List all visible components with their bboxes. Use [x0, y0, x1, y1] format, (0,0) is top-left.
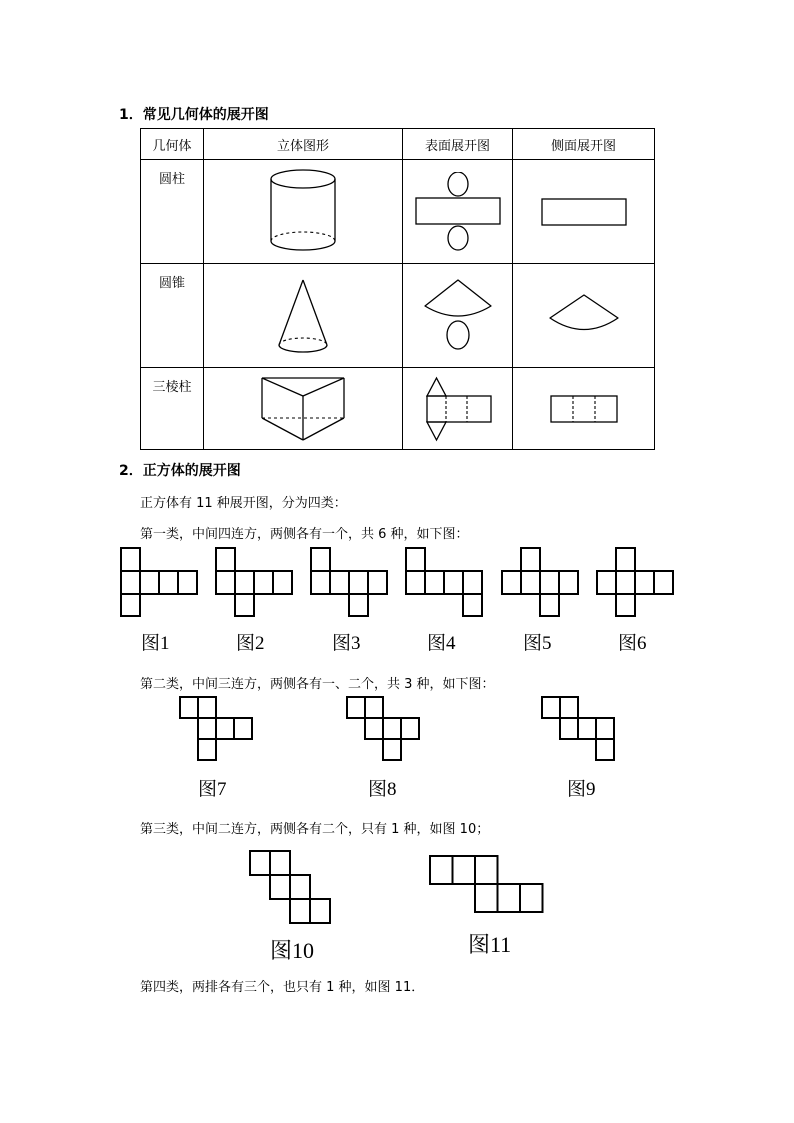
- cube-nets-intro: 正方体有 11 种展开图，分为四类：: [140, 496, 347, 511]
- figure-9-caption: 图9: [567, 779, 596, 800]
- cone-icon: [273, 276, 333, 356]
- class-4-description: 第四类，两排各有三个，也只有 1 种，如图 11．: [140, 980, 425, 995]
- table-row: [141, 264, 655, 368]
- class-1-description: 第一类，中间四连方，两侧各有一个，共 6 种，如下图：: [140, 527, 469, 542]
- figure-2-caption: 图2: [236, 633, 265, 654]
- figure-6-caption: 图6: [618, 633, 647, 654]
- row-name: 圆锥: [141, 264, 204, 368]
- figure-10-caption: 图10: [270, 938, 315, 963]
- figure-11-caption: 图11: [468, 932, 512, 957]
- header-lateral-net: 侧面展开图: [513, 129, 655, 160]
- figure-5-caption: 图5: [523, 633, 552, 654]
- class-3-description: 第三类，中间二连方，两侧各有二个，只有 1 种，如图 10；: [140, 822, 490, 837]
- cylinder-lateral-net-icon: [539, 196, 629, 228]
- cube-net-figure-11: [428, 854, 546, 916]
- cube-net-figure-5: [500, 546, 580, 618]
- row-name: 三棱柱: [141, 368, 204, 450]
- cylinder-surface-net-icon: [413, 172, 503, 252]
- cube-net-figure-2: [214, 546, 294, 618]
- figure-3-caption: 图3: [332, 633, 361, 654]
- cube-net-figure-1: [119, 546, 199, 618]
- section-2-title: 2．正方体的展开图: [119, 463, 241, 479]
- triangular-prism-icon: [258, 374, 348, 444]
- header-surface-net: 表面展开图: [403, 129, 513, 160]
- prism-lateral-net-icon: [549, 393, 619, 425]
- figure-7-caption: 图7: [198, 779, 227, 800]
- section-1-title: 1．常见几何体的展开图: [119, 107, 269, 123]
- figure-1-caption: 图1: [141, 633, 170, 654]
- cube-net-figure-10: [248, 849, 332, 925]
- cylinder-icon: [263, 169, 343, 255]
- cone-lateral-net-icon: [544, 291, 624, 341]
- solids-table: [140, 128, 655, 450]
- cube-net-figure-3: [309, 546, 389, 618]
- cone-surface-net-icon: [420, 276, 496, 356]
- class-2-description: 第二类，中间三连方，两侧各有一、二个，共 3 种，如下图：: [140, 677, 495, 692]
- header-solid: 几何体: [141, 129, 204, 160]
- figure-8-caption: 图8: [368, 779, 397, 800]
- header-figure: 立体图形: [204, 129, 403, 160]
- row-name: 圆柱: [141, 160, 204, 264]
- table-row: [141, 368, 655, 450]
- cube-net-figure-9: [540, 695, 616, 763]
- prism-surface-net-icon: [422, 375, 494, 443]
- figure-4-caption: 图4: [427, 633, 456, 654]
- cube-net-figure-6: [595, 546, 675, 618]
- table-header-row: [141, 129, 655, 160]
- cube-net-figure-7: [178, 695, 254, 763]
- cube-net-figure-4: [404, 546, 484, 618]
- table-row: [141, 160, 655, 264]
- cube-net-figure-8: [345, 695, 421, 763]
